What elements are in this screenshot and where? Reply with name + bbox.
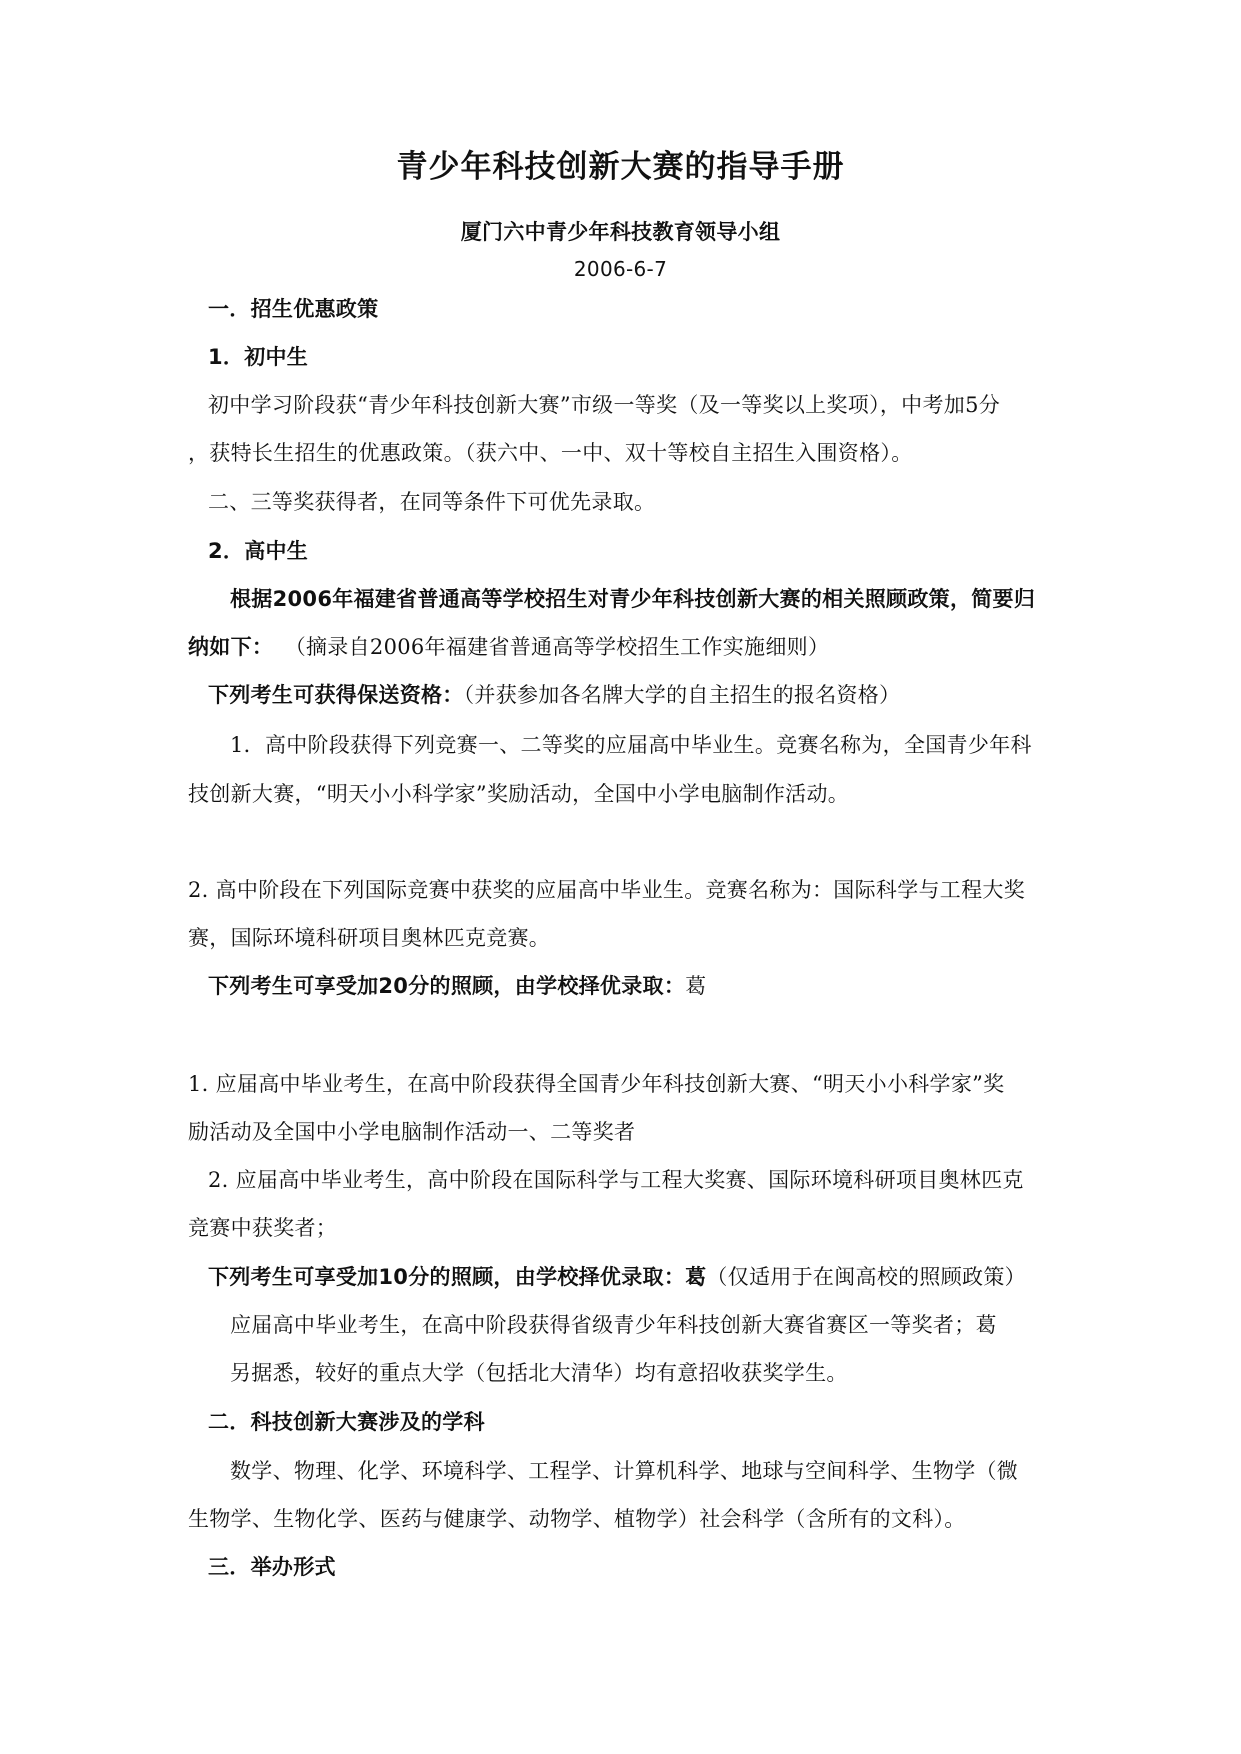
paragraph-line: 二、三等奖获得者，在同等条件下可优先录取。 [208, 490, 656, 514]
paragraph-line: 励活动及全国中小学电脑制作活动一、二等奖者 [188, 1120, 636, 1144]
paragraph-line [188, 633, 829, 661]
bold-run: 纳如下： [188, 635, 274, 659]
paragraph-line: 技创新大赛，“明天小小科学家”奖励活动，全国中小学电脑制作活动。 [188, 782, 850, 806]
bold-run: 下列考生可享受加20分的照顾，由学校择优录取： [208, 974, 686, 998]
page-title: 青少年科技创新大赛的指导手册 [396, 149, 845, 185]
paragraph-line: 1．高中阶段获得下列竞赛一、二等奖的应届高中毕业生。竞赛名称为，全国青少年科 [230, 733, 1032, 757]
text-run: （摘录自2006年福建省普通高等学校招生工作实施细则） [295, 635, 830, 659]
subsection-heading-senior: 2．高中生 [208, 539, 309, 563]
page-date: 2006-6-7 [573, 257, 668, 281]
paragraph-line: 2. 高中阶段在下列国际竞赛中获奖的应届高中毕业生。竞赛名称为：国际科学与工程大奖 [188, 878, 1026, 902]
paragraph-line: 另据悉，较好的重点大学（包括北大清华）均有意招收获奖学生。 [230, 1361, 848, 1385]
bold-run: 下列考生可获得保送资格： [208, 683, 464, 707]
text-run: 葛 [685, 974, 707, 998]
paragraph-line: 竞赛中获奖者； [188, 1216, 338, 1240]
paragraph-line: 赛，国际环境科研项目奥林匹克竞赛。 [188, 926, 551, 950]
page-subtitle: 厦门六中青少年科技教育领导小组 [460, 220, 781, 244]
section-heading-2: 二．科技创新大赛涉及的学科 [208, 1410, 485, 1434]
paragraph-line: 1. 应届高中毕业考生，在高中阶段获得全国青少年科技创新大赛、“明天小小科学家”奖 [188, 1072, 1005, 1096]
paragraph-line [208, 1263, 1026, 1291]
paragraph-line: 应届高中毕业考生，在高中阶段获得省级青少年科技创新大赛省赛区一等奖者；葛 [230, 1313, 997, 1337]
paragraph-line [208, 681, 900, 709]
section-heading-1: 一．招生优惠政策 [208, 297, 379, 321]
paragraph-line: 初中学习阶段获“青少年科技创新大赛”市级一等奖（及一等奖以上奖项），中考加5分 [208, 393, 1001, 417]
text-run: （仅适用于在闽高校的照顾政策） [706, 1265, 1026, 1289]
text-run: （并获参加各名牌大学的自主招生的报名资格） [463, 683, 901, 707]
paragraph-line: ，获特长生招生的优惠政策。（获六中、一中、双十等校自主招生入围资格）。 [188, 441, 913, 465]
paragraph-line: 生物学、生物化学、医药与健康学、动物学、植物学）社会科学（含所有的文科）。 [188, 1507, 966, 1531]
section-heading-3: 三．举办形式 [208, 1555, 336, 1579]
paragraph-line: 根据2006年福建省普通高等学校招生对青少年科技创新大赛的相关照顾政策，简要归 [230, 587, 1036, 611]
bold-run: 下列考生可享受加10分的照顾，由学校择优录取：葛 [208, 1265, 707, 1289]
subsection-heading-junior: 1．初中生 [208, 345, 309, 369]
paragraph-line: 2. 应届高中毕业考生，高中阶段在国际科学与工程大奖赛、国际环境科研项目奥林匹克 [208, 1168, 1024, 1192]
paragraph-line [208, 972, 706, 1000]
paragraph-line: 数学、物理、化学、环境科学、工程学、计算机科学、地球与空间科学、生物学（微 [230, 1459, 1019, 1483]
